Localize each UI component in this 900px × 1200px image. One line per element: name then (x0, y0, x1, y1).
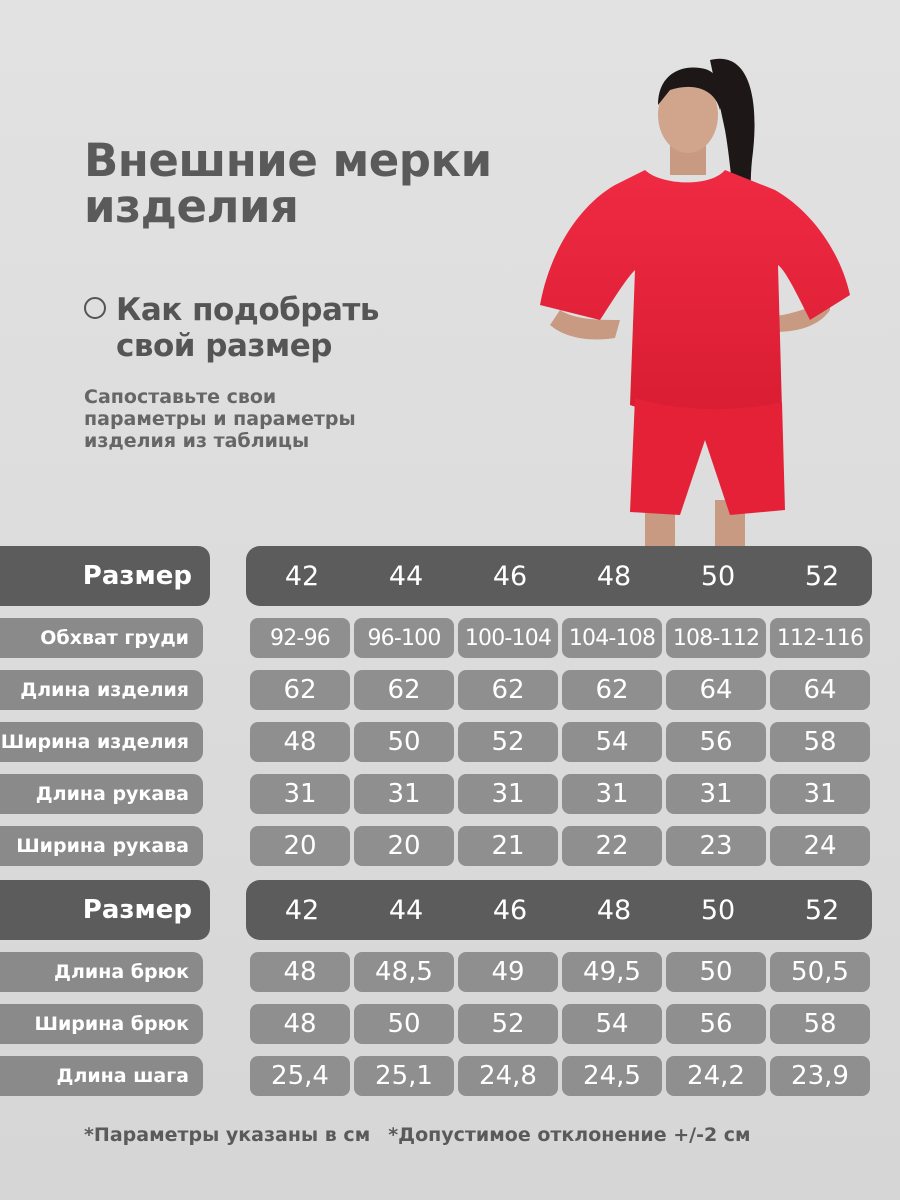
table-cell: 96-100 (354, 618, 454, 658)
size-52: 52 (804, 560, 840, 592)
table-cell: 24,2 (666, 1056, 766, 1096)
how-to-line-2: свой размер (116, 328, 332, 364)
row-label: Обхват груди (0, 618, 203, 658)
table-cell: 54 (562, 722, 662, 762)
table-cell: 21 (458, 826, 558, 866)
size-52: 52 (804, 894, 840, 926)
table-row (0, 952, 900, 992)
shorts-shape (630, 398, 785, 515)
title-line-2: изделия (84, 180, 299, 233)
table-cell: 56 (666, 1004, 766, 1044)
size-50: 50 (700, 894, 736, 926)
table-cell: 50 (354, 1004, 454, 1044)
how-to-line-1: Как подобрать (116, 292, 379, 328)
table-row (0, 1056, 900, 1096)
row-label: Ширина изделия (0, 722, 203, 762)
size-header-top (0, 546, 900, 606)
table-cell: 31 (458, 774, 558, 814)
title-line-1: Внешние мерки (84, 134, 492, 187)
size-46: 46 (492, 894, 528, 926)
table-cell: 48 (250, 1004, 350, 1044)
how-to-choose-size (84, 292, 379, 364)
size-header-bottom (0, 880, 900, 940)
how-to-heading (116, 292, 379, 364)
table-cell: 62 (250, 670, 350, 710)
table-cell: 20 (354, 826, 454, 866)
table-cell: 112-116 (770, 618, 870, 658)
circle-icon (84, 297, 106, 319)
table-cell: 64 (666, 670, 766, 710)
table-cell: 62 (562, 670, 662, 710)
table-row (0, 1004, 900, 1044)
size-48: 48 (596, 560, 632, 592)
table-cell: 100-104 (458, 618, 558, 658)
size-48: 48 (596, 894, 632, 926)
footnotes (84, 1124, 751, 1146)
table-cell: 23 (666, 826, 766, 866)
table-cell: 48 (250, 722, 350, 762)
table-cell: 31 (354, 774, 454, 814)
table-cell: 31 (770, 774, 870, 814)
table-cell: 50,5 (770, 952, 870, 992)
size-44: 44 (388, 894, 424, 926)
table-cell: 20 (250, 826, 350, 866)
row-label: Длина рукава (0, 774, 203, 814)
instruction-line-2: параметры и параметры (84, 408, 356, 430)
table-cell: 52 (458, 722, 558, 762)
size-42: 42 (284, 560, 320, 592)
instruction-line-1: Сапоставьте свои (84, 386, 277, 408)
table-row (0, 774, 900, 814)
footnote-units: *Параметры указаны в см (84, 1124, 371, 1146)
table-cell: 31 (562, 774, 662, 814)
page-title (84, 134, 492, 233)
table-cell: 58 (770, 722, 870, 762)
table-cell: 62 (458, 670, 558, 710)
table-cell: 62 (354, 670, 454, 710)
size-header-label: Размер (0, 546, 210, 606)
table-cell: 31 (666, 774, 766, 814)
size-46: 46 (492, 560, 528, 592)
table-cell: 54 (562, 1004, 662, 1044)
table-cell: 50 (666, 952, 766, 992)
table-cell: 58 (770, 1004, 870, 1044)
table-cell: 22 (562, 826, 662, 866)
table-cell: 24,8 (458, 1056, 558, 1096)
table-row (0, 670, 900, 710)
table-cell: 92-96 (250, 618, 350, 658)
table-cell: 48 (250, 952, 350, 992)
table-cell: 24,5 (562, 1056, 662, 1096)
size-header-label: Размер (0, 880, 210, 940)
table-cell: 25,4 (250, 1056, 350, 1096)
table-cell: 49 (458, 952, 558, 992)
row-label: Длина изделия (0, 670, 203, 710)
instruction-line-3: изделия из таблицы (84, 430, 310, 452)
table-cell: 49,5 (562, 952, 662, 992)
table-cell: 31 (250, 774, 350, 814)
size-50: 50 (700, 560, 736, 592)
instruction-text (84, 386, 356, 452)
table-cell: 25,1 (354, 1056, 454, 1096)
table-cell: 56 (666, 722, 766, 762)
table-row (0, 618, 900, 658)
table-row (0, 722, 900, 762)
table-cell: 52 (458, 1004, 558, 1044)
table-cell: 24 (770, 826, 870, 866)
shirt-shape (540, 170, 850, 417)
row-label: Длина шага (0, 1056, 203, 1096)
table-cell: 48,5 (354, 952, 454, 992)
size-44: 44 (388, 560, 424, 592)
model-photo (520, 20, 880, 550)
row-label: Длина брюк (0, 952, 203, 992)
table-cell: 64 (770, 670, 870, 710)
row-label: Ширина брюк (0, 1004, 203, 1044)
table-cell: 23,9 (770, 1056, 870, 1096)
table-cell: 108-112 (666, 618, 766, 658)
table-cell: 104-108 (562, 618, 662, 658)
footnote-tolerance: *Допустимое отклонение +/-2 см (388, 1124, 751, 1146)
row-label: Ширина рукава (0, 826, 203, 866)
table-cell: 50 (354, 722, 454, 762)
size-42: 42 (284, 894, 320, 926)
table-row (0, 826, 900, 866)
